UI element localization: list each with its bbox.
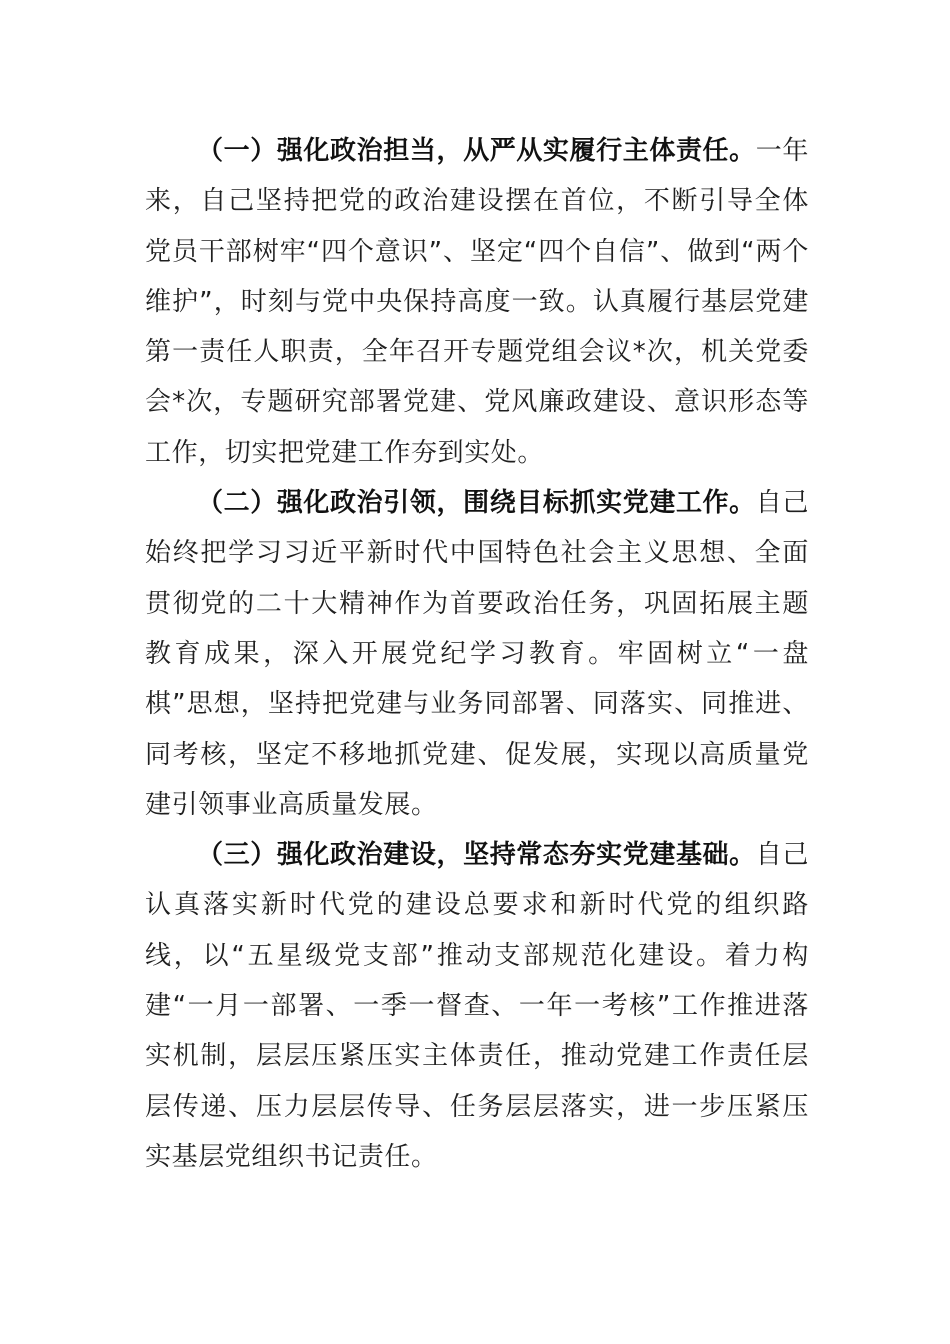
paragraph-3-heading: （三）强化政治建设，坚持常态夯实党建基础。 bbox=[197, 840, 756, 871]
paragraph-2-heading: （二）强化政治引领，围绕目标抓实党建工作。 bbox=[197, 488, 756, 519]
paragraph-3 bbox=[145, 830, 809, 1182]
paragraph-1 bbox=[145, 126, 809, 478]
paragraph-1-text: 一年来，自己坚持把党的政治建设摆在首位，不断引导全体党员干部树牢“四个意识”、坚定“四个自信”、做到“两个维护”，时刻与党中央保持高度一致。认真履行基层党建第一责任人职责，全年召开专题党组会议*次，机关党委会*次，专题研究部署党建、党风廉政建设、意识形态等工作，切实把党建工作夯到实处。 bbox=[145, 136, 809, 468]
paragraph-1-heading: （一）强化政治担当，从严从实履行主体责任。 bbox=[197, 136, 756, 166]
document-body bbox=[145, 126, 809, 1182]
paragraph-2-text: 自己始终把学习习近平新时代中国特色社会主义思想、全面贯彻党的二十大精神作为首要政治任务，巩固拓展主题教育成果，深入开展党纪学习教育。牢固树立“一盘棋”思想，坚持把党建与业务同部署、同落实、同推进、同考核，坚定不移地抓党建、促发展，实现以高质量党建引领事业高质量发展。 bbox=[145, 488, 809, 820]
paragraph-3-text: 自己认真落实新时代党的建设总要求和新时代党的组织路线，以“五星级党支部”推动支部规范化建设。着力构建“一月一部署、一季一督查、一年一考核”工作推进落实机制，层层压紧压实主体责任，推动党建工作责任层层传递、压力层层传导、任务层层落实，进一步压紧压实基层党组织书记责任。 bbox=[145, 840, 809, 1172]
paragraph-2 bbox=[145, 478, 809, 830]
